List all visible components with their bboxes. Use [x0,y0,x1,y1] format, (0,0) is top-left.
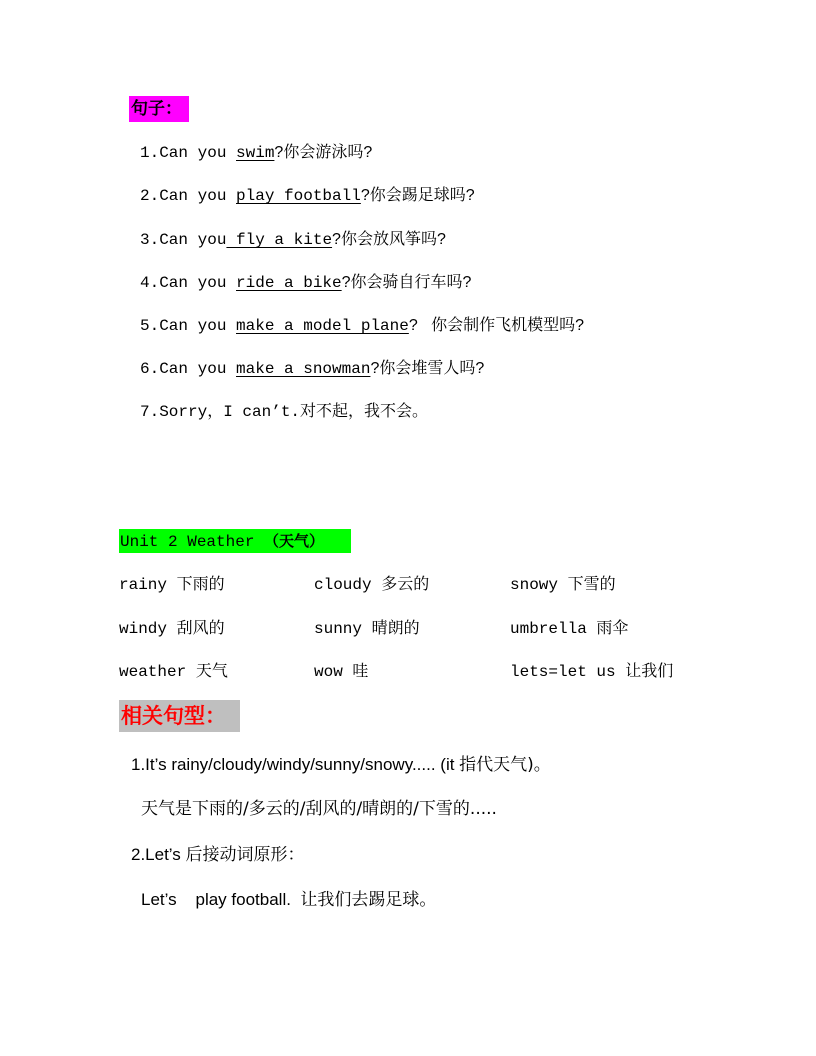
pattern-line-1: 1.It’s rainy/cloudy/windy/sunny/snowy..... (it 指代天气)。 [131,755,551,775]
vocab-item: windy 刮风的 [119,618,225,638]
sentence-number: 4. [140,274,160,292]
pattern-line-3: 2.Let’s 后接动词原形： [131,845,305,865]
sentence-text: Can you [159,231,227,249]
sentence-4 [140,271,471,295]
vocab-item: umbrella 雨伞 [510,618,629,638]
vocab-item: wow 哇 [314,661,369,681]
unit2-heading-cn: （天气） [264,532,325,550]
vocab-item: cloudy 多云的 [314,574,430,594]
sentence-underlined-phrase: make a snowman [236,360,371,378]
vocab-item: snowy 下雪的 [510,574,616,594]
sentence-underlined-phrase: swim [236,144,275,162]
sentence-text: Can you [159,317,237,335]
sentence-underlined-phrase: fly a kite [226,231,333,249]
sentence-text: Can you [159,144,237,162]
sentence-translation: ?你会放风筝吗? [332,231,446,248]
vocab-item: rainy 下雨的 [119,574,225,594]
vocab-item: sunny 晴朗的 [314,618,420,638]
sentence-number: 6. [140,360,160,378]
sentence-translation: ?你会堆雪人吗? [370,360,485,377]
vocab-item: lets=let us 让我们 [510,661,674,681]
sentence-number: 3. [140,231,160,249]
sentence-number: 2. [140,187,160,205]
sentence-number: 7. [140,403,160,421]
sentence-5 [140,314,584,338]
sentence-7 [140,400,428,424]
sentence-text: Can you [159,360,237,378]
sentence-underlined-phrase: ride a bike [236,274,342,292]
sentence-2 [140,184,475,208]
vocab-item: weather 天气 [119,661,228,681]
patterns-heading: 相关句型： [119,700,240,732]
unit2-heading-en: Unit 2 Weather [120,533,265,551]
sentence-translation: ? 你会制作飞机模型吗? [408,317,584,334]
sentence-translation: ?你会踢足球吗? [360,187,475,204]
pattern-line-2: 天气是下雨的/多云的/刮风的/晴朗的/下雪的..... [141,799,497,819]
sentence-1 [140,141,372,165]
sentence-number: 1. [140,144,160,162]
sentence-text: Can you [159,187,237,205]
sentences-heading: 句子： [129,96,189,122]
sentence-text: Can you [159,274,237,292]
sentence-3 [140,228,446,252]
unit2-heading [119,529,351,553]
sentence-underlined-phrase: make a model plane [236,317,409,335]
sentence-translation: ?你会游泳吗? [274,144,373,161]
sentence-6 [140,357,484,381]
sentence-translation: ?你会骑自行车吗? [341,274,472,291]
sentence-text: Sorry，I can’t.对不起，我不会。 [159,403,429,421]
sentence-number: 5. [140,317,160,335]
sentence-underlined-phrase: play football [236,187,361,205]
pattern-line-4: Let’s play football. 让我们去踢足球。 [141,890,437,910]
